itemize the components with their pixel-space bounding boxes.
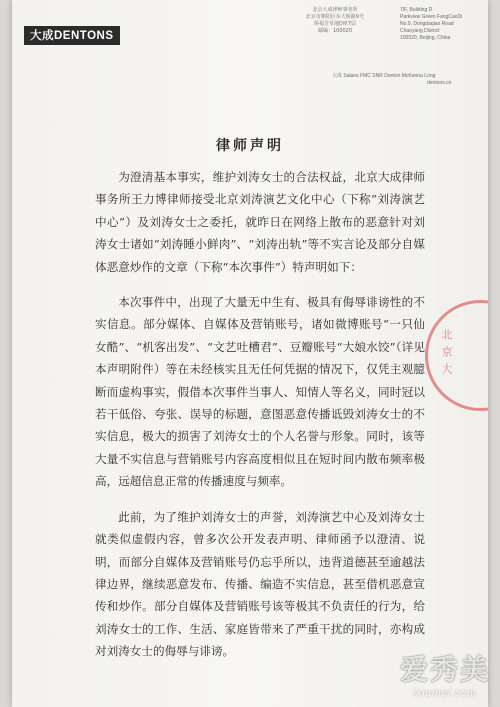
address-chinese	[295, 7, 375, 35]
address-cn-line: 北京市朝阳区东大桥路9号	[305, 14, 365, 20]
watermark-url: ixiumei.com	[413, 688, 477, 699]
firm-full-name-block	[332, 73, 482, 87]
address-cn-line: 邮编：100020	[317, 28, 353, 34]
address-en-line: 7/F, Building D	[400, 7, 433, 13]
document-title: 律师声明	[216, 138, 284, 154]
seal-text: 北京大	[440, 329, 453, 380]
watermark-brand: 爱秀美	[399, 653, 490, 686]
site-watermark	[400, 648, 490, 699]
document-body	[95, 166, 425, 663]
address-cn-line: 侨福芳草地D座7层	[313, 21, 357, 27]
address-en-line: Parkview Green FangCaoDi	[400, 14, 463, 20]
dentons-logo: 大成DENTONS	[24, 26, 120, 45]
address-en-line: 100020, Beijing, China	[400, 35, 451, 41]
address-cn-line: 北京大成律师事务所	[312, 7, 358, 13]
paragraph: 为澄清基本事实，维护刘涛女士的合法权益，北京大成律师事务所王力博律师接受北京刘涛演艺文化中心（下称“刘涛演艺中心”）及刘涛女士之委托，就昨日在网络上散布的恶意针对刘涛女士诸如“刘涛睡小鲜肉”、“刘涛出轨”等不实言论及部分自媒体恶意炒作的文章（下称“本次事件”）特声明如下：	[95, 170, 425, 274]
firm-website: dentons.cn	[427, 80, 452, 86]
address-en-line: No.9, Dongdaqiao Road	[400, 21, 454, 27]
address-en-line: Chaoyang District	[400, 28, 440, 34]
firm-full-name: 大成 Salans FMC SNR Denton McKenna Long	[332, 73, 436, 79]
address-english	[400, 7, 478, 42]
red-seal-stamp	[425, 300, 488, 411]
letter-page	[12, 0, 488, 707]
paragraph: 此前，为了维护刘涛女士的声誉，刘涛演艺中心及刘涛女士就类似虚假内容，曾多次公开发表声明、律师函予以澄清、说明，而部分自媒体及营销账号仍忘乎所以，违背道德甚至逾越法律边界，继续恶意发布、传播、编造不实信息，甚至借机恶意宣传和炒作。部分自媒体及营销账号该等极其不负责任的行为，给刘涛女士的工作、生活、家庭皆带来了严重干扰的同时，亦构成对刘涛女士的侮辱与诽谤。	[95, 509, 425, 659]
paragraph: 本次事件中，出现了大量无中生有、极具有侮辱诽谤性的不实信息。部分媒体、自媒体及营销账号，诸如微博账号“一只仙女酷”、“机客出发”、“文艺吐槽君”、豆瓣账号“大娘水饺”（详见本声明附件）等在未经核实且无任何凭据的情况下，仅凭主观臆断而虚构事实，假借本次事件当事人、知情人等名义，同时冠以若干低俗、夸张、误导的标题，意图恶意传播诋毁刘涛女士的不实信息，极大的损害了刘涛女士的个人名誉与形象。同时，该等大量不实信息与营销账号内容高度相似且在短时间内散布频率极高，远超信息正常的传播速度与频率。	[95, 295, 425, 489]
